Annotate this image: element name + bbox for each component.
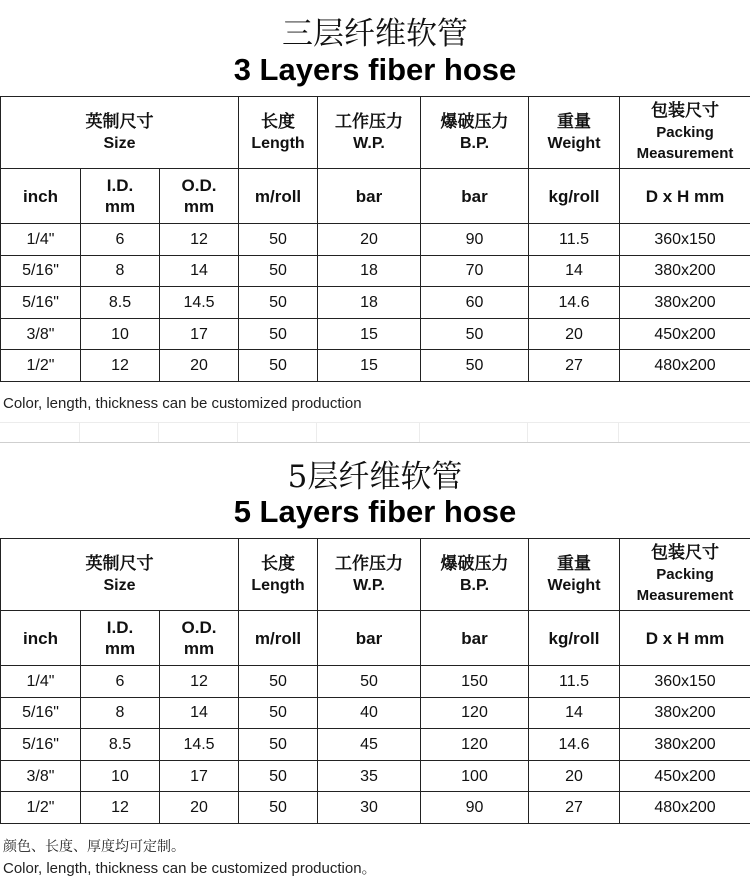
size-header: 英制尺寸 Size — [1, 97, 239, 169]
table-row — [1, 792, 750, 824]
cell-packing: 450x200 — [620, 760, 750, 792]
cell-packing: 380x200 — [620, 729, 750, 761]
cell-bp: 90 — [421, 792, 529, 824]
cell-od: 12 — [160, 224, 239, 256]
cell-weight: 14.6 — [529, 729, 620, 761]
section2-title-en: 5 Layers fiber hose — [233, 494, 517, 529]
cell-od: 20 — [160, 350, 239, 382]
section2-note-cn: 颜色、长度、厚度均可定制。 — [3, 839, 185, 855]
cell-weight: 11.5 — [529, 666, 620, 698]
cell-id: 12 — [81, 792, 160, 824]
cell-od: 14.5 — [160, 729, 239, 761]
cell-bp: 120 — [421, 729, 529, 761]
cell-bp: 60 — [421, 287, 529, 319]
unit-weight: kg/roll — [529, 169, 620, 224]
cell-wp: 35 — [318, 760, 421, 792]
cell-od: 12 — [160, 666, 239, 698]
table-row — [1, 287, 750, 319]
cell-od: 17 — [160, 318, 239, 350]
cell-weight: 14 — [529, 255, 620, 287]
cell-inch: 5/16" — [1, 255, 81, 287]
cell-bp: 120 — [421, 697, 529, 729]
table-row — [1, 255, 750, 287]
length-header: 长度 Length — [239, 97, 318, 169]
section2-note-en: Color, length, thickness can be customized production。 — [3, 860, 377, 877]
cell-packing: 480x200 — [620, 792, 750, 824]
table-row — [1, 697, 750, 729]
cell-id: 8 — [81, 697, 160, 729]
table-unit-row — [1, 169, 750, 224]
table-row — [1, 318, 750, 350]
unit-od: O.D. mm — [160, 611, 239, 666]
section-divider — [0, 422, 750, 443]
cell-packing: 380x200 — [620, 255, 750, 287]
cell-wp: 15 — [318, 350, 421, 382]
cell-wp: 18 — [318, 287, 421, 319]
cell-length: 50 — [239, 729, 318, 761]
cell-inch: 1/4" — [1, 224, 81, 256]
cell-inch: 5/16" — [1, 697, 81, 729]
unit-id: I.D. mm — [81, 611, 160, 666]
packing-header: 包装尺寸 Packing Measurement — [620, 97, 750, 169]
table-header-row — [1, 97, 750, 169]
table-row — [1, 729, 750, 761]
table-row — [1, 350, 750, 382]
section2-top-border — [0, 442, 750, 443]
cell-wp: 18 — [318, 255, 421, 287]
cell-id: 10 — [81, 760, 160, 792]
cell-weight: 27 — [529, 792, 620, 824]
wp-header: 工作压力 W.P. — [318, 539, 421, 611]
size-header: 英制尺寸 Size — [1, 539, 239, 611]
cell-length: 50 — [239, 697, 318, 729]
cell-id: 8 — [81, 255, 160, 287]
section1-note-en: Color, length, thickness can be customized production — [3, 395, 362, 412]
cell-length: 50 — [239, 318, 318, 350]
cell-id: 10 — [81, 318, 160, 350]
cell-id: 6 — [81, 666, 160, 698]
cell-weight: 20 — [529, 760, 620, 792]
cell-length: 50 — [239, 792, 318, 824]
unit-id: I.D. mm — [81, 169, 160, 224]
packing-header: 包装尺寸 Packing Measurement — [620, 539, 750, 611]
cell-bp: 70 — [421, 255, 529, 287]
table-header-row — [1, 539, 750, 611]
section1-title-en: 3 Layers fiber hose — [233, 52, 517, 87]
unit-packing: D x H mm — [620, 611, 750, 666]
cell-wp: 45 — [318, 729, 421, 761]
unit-bp: bar — [421, 611, 529, 666]
cell-od: 20 — [160, 792, 239, 824]
bp-header: 爆破压力 B.P. — [421, 97, 529, 169]
cell-weight: 14 — [529, 697, 620, 729]
weight-header: 重量 Weight — [529, 539, 620, 611]
cell-wp: 20 — [318, 224, 421, 256]
table-row — [1, 666, 750, 698]
cell-inch: 1/2" — [1, 792, 81, 824]
cell-bp: 50 — [421, 350, 529, 382]
unit-length: m/roll — [239, 169, 318, 224]
cell-bp: 90 — [421, 224, 529, 256]
cell-od: 14.5 — [160, 287, 239, 319]
unit-wp: bar — [318, 611, 421, 666]
cell-id: 12 — [81, 350, 160, 382]
cell-bp: 150 — [421, 666, 529, 698]
bp-header: 爆破压力 B.P. — [421, 539, 529, 611]
cell-weight: 14.6 — [529, 287, 620, 319]
unit-od: O.D. mm — [160, 169, 239, 224]
cell-id: 8.5 — [81, 287, 160, 319]
section2-spec-table — [0, 538, 750, 824]
cell-weight: 27 — [529, 350, 620, 382]
table-row — [1, 224, 750, 256]
cell-packing: 360x150 — [620, 224, 750, 256]
cell-packing: 480x200 — [620, 350, 750, 382]
cell-packing: 450x200 — [620, 318, 750, 350]
cell-length: 50 — [239, 255, 318, 287]
cell-inch: 1/2" — [1, 350, 81, 382]
cell-packing: 380x200 — [620, 697, 750, 729]
cell-length: 50 — [239, 287, 318, 319]
cell-length: 50 — [239, 666, 318, 698]
section2-title-cn: 5层纤维软管 — [287, 459, 463, 495]
cell-bp: 100 — [421, 760, 529, 792]
cell-bp: 50 — [421, 318, 529, 350]
cell-inch: 3/8" — [1, 318, 81, 350]
unit-inch: inch — [1, 611, 81, 666]
cell-length: 50 — [239, 760, 318, 792]
cell-weight: 11.5 — [529, 224, 620, 256]
cell-inch: 3/8" — [1, 760, 81, 792]
cell-packing: 360x150 — [620, 666, 750, 698]
cell-wp: 50 — [318, 666, 421, 698]
unit-length: m/roll — [239, 611, 318, 666]
unit-weight: kg/roll — [529, 611, 620, 666]
table-row — [1, 760, 750, 792]
cell-packing: 380x200 — [620, 287, 750, 319]
unit-packing: D x H mm — [620, 169, 750, 224]
section1-spec-table — [0, 96, 750, 382]
cell-od: 14 — [160, 255, 239, 287]
cell-id: 6 — [81, 224, 160, 256]
table-unit-row — [1, 611, 750, 666]
unit-bp: bar — [421, 169, 529, 224]
cell-wp: 15 — [318, 318, 421, 350]
cell-wp: 30 — [318, 792, 421, 824]
cell-inch: 5/16" — [1, 729, 81, 761]
unit-inch: inch — [1, 169, 81, 224]
cell-od: 17 — [160, 760, 239, 792]
wp-header: 工作压力 W.P. — [318, 97, 421, 169]
cell-id: 8.5 — [81, 729, 160, 761]
section1-title-cn: 三层纤维软管 — [282, 16, 468, 52]
cell-length: 50 — [239, 224, 318, 256]
cell-length: 50 — [239, 350, 318, 382]
cell-od: 14 — [160, 697, 239, 729]
unit-wp: bar — [318, 169, 421, 224]
cell-wp: 40 — [318, 697, 421, 729]
cell-inch: 5/16" — [1, 287, 81, 319]
weight-header: 重量 Weight — [529, 97, 620, 169]
cell-weight: 20 — [529, 318, 620, 350]
length-header: 长度 Length — [239, 539, 318, 611]
cell-inch: 1/4" — [1, 666, 81, 698]
